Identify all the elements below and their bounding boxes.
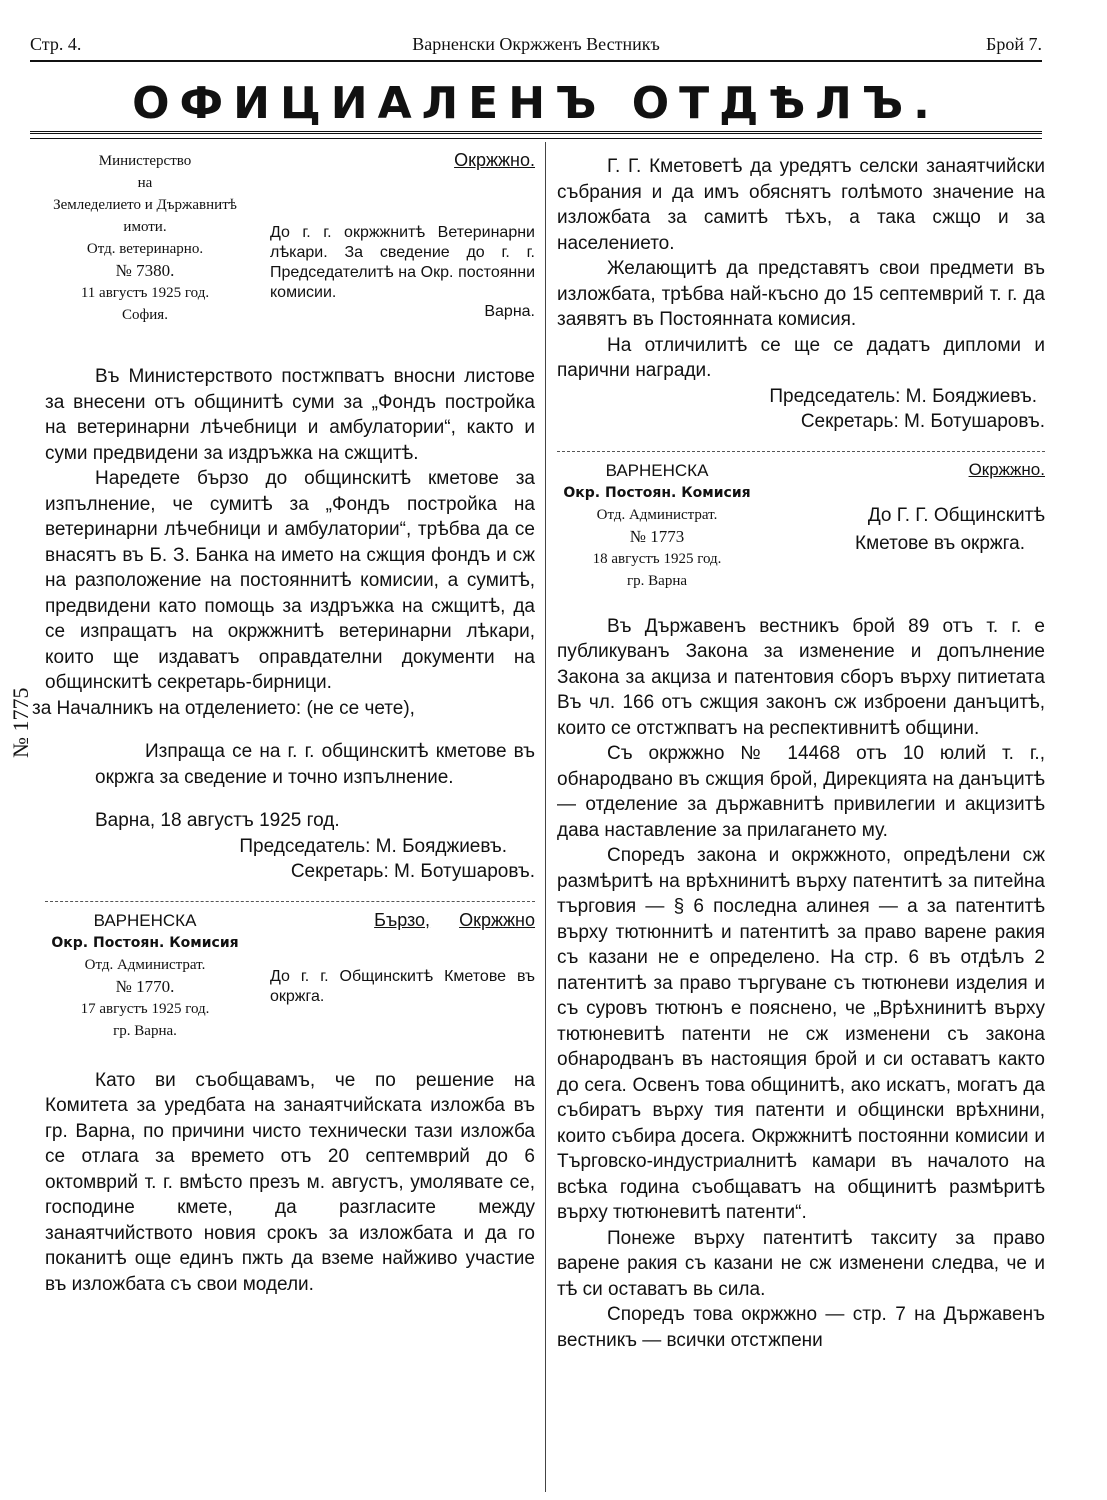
doc1-address: До г. г. окржжнитѣ Ветеринарни лѣкари. За сведение до г. г. Председателитѣ на Окр. постоянни комисии. [270,224,535,301]
doc3-issuer [557,460,757,592]
doc2-body [45,1068,535,1298]
newspaper-name: Варненски Окржженъ Вестникъ [412,34,660,54]
doc3-address-line: До Г. Г. Общинскитѣ [867,504,1045,526]
chief-signature: за Началникъ на отделението: (не се чете), [32,697,415,719]
issuer-line: Земледелието и Държавнитѣ имоти. [53,197,237,235]
doc1-secretary: Секретарь: М. Ботушаровъ. [290,861,535,882]
issuer-line: № 1770. [115,976,175,996]
paragraph: Г. Г. Кметоветѣ да уредятъ селски занаятчийски събрания и да имъ обяснятъ голѣмото значение на изложбата за самитѣ тѣхъ, а така сжщо и за населението. [557,156,1045,254]
paragraph: Наредете бързо до общинскитѣ кметове за изпълнение, че сумитѣ за „Фондъ постройка на ветеринарни лѣчебници и амбулатории“, трѣбва да се внасятъ въ Б. З. Банка на името на сжщия фондъ и сж на разположение на постояннитѣ комисии, а сумитѣ, предвидени като помощь за издръжка на сжщитѣ, да се изпращатъ на окржжнитѣ ветеринарни лѣкари, които ще издаватъ оправдателни документи на общинскитѣ секретарь-бирници. [45,468,535,693]
issuer-line: Отд. Администрат. [596,506,718,523]
issuer-line: 18 августъ 1925 год. [592,550,722,567]
doc2-body-continued [557,154,1045,435]
right-column [557,150,1045,1353]
issuer-line: № 7380. [115,261,175,280]
running-header [30,34,1042,62]
doc3-addressee [795,460,1045,558]
issuer-line: Окр. Постоян. Комисия [563,484,751,501]
doc1-type: Окржжно. [454,150,535,170]
urgent-label: Бързо, [374,909,431,930]
doc2-addressee [270,910,535,1007]
paragraph: Като ви съобщавамъ, че по решение на Комитета за уредбата на занаятчийската изложба въ гр. Варна, по причини чисто технически тази изложба се отлага за времето отъ 20 септемврий до 6 октомврий т. г. вмѣсто презъ м. августъ, умолявате се, господине кмете, да разгласите между занаятчийството новия срокъ за изложбата и да го поканитѣ още единъ пжть да вземе найживо участие въ изложбата съ свои модели. [45,1069,535,1295]
side-registration-number: № 1775 [8,687,33,758]
paragraph: На отличилитѣ се ще се дадатъ дипломи и парични награди. [557,334,1045,381]
doc3-body [557,614,1045,1354]
doc1-header [45,150,535,350]
issuer-line: Окр. Постоян. Комисия [51,934,239,951]
issuer-line: Отд. Администрат. [84,956,206,973]
paragraph: Споредъ закона и окржжното, опредѣлени сж размѣритѣ на врѣхнинитѣ върху патентитѣ за питейна търговия — § 6 последна алинея — а за патентитѣ върху тютюннитѣ и патентитѣ за право варене ракия съ казани не е определено. На стр. 6 въ отдѣлъ 2 патентитѣ за право търгуване съ тютюневи изделия и съ суровъ тютюнъ е пояснено, че „Врѣхнинитѣ върху тютюневитѣ патенти не сж изменени съ закона обнародванъ въ настоящия брой и си оставатъ както до сега. Освенъ това общинитѣ, ако искатъ, могатъ да събиратъ върху тия патенти и общински врѣхнини, които събира досега. Окржжнитѣ постоянни комисии и Търговско-индустриалнитѣ камари въ началото на всѣка година съобщаватъ на общинитѣ размѣритѣ върху тютюневитѣ патенти“. [557,845,1045,1223]
issuer-line: 11 августъ 1925 год. [80,285,210,301]
issuer-line: ВАРНЕНСКА [93,910,197,930]
doc1-date: Варна, 18 августъ 1925 год. [95,810,340,831]
issuer-line: ВАРНЕНСКА [605,460,709,480]
paragraph: Въ Министерството постжпватъ вносни листове за внесени отъ общинитѣ суми за „Фондъ постройка на ветеринарни лѣчебници и амбулатории“, както и суми предвидени за издръжка на сжщитѣ. [45,366,535,464]
doc2-type: Окржжно [459,909,535,930]
paragraph: Споредъ това окржжно — стр. 7 на Държавенъ вестникъ — всички отстжпени [557,1304,1045,1351]
doc1-issuer [45,150,245,326]
doc2-header [45,910,535,1060]
issuer-line: № 1773 [629,526,685,546]
paragraph: Понеже върху патентитѣ такситу за право варене ракия съ казани не сж изменени следва, че и тѣ си оставатъ вь сила. [557,1227,1045,1300]
separator [45,901,535,902]
doc2-secretary: Секретарь: М. Ботушаровъ. [800,411,1045,432]
paragraph: Въ Държавенъ вестникъ брой 89 отъ т. г. е публикуванъ Закона за изменение и допълнение Закона за акциза и патентовия сборъ върху питиетата Въ чл. 166 отъ сжщия законъ сж изброени данъцитѣ, които се отстжпватъ на респективнитѣ общини. [557,615,1045,739]
doc1-city: Варна. [484,303,535,320]
doc1-chairman: Председатель: М. Бояджиевъ. [239,835,507,857]
doc2-chairman: Председатель: М. Бояджиевъ. [769,385,1037,407]
doc1-addressee [270,150,535,321]
doc3-address-line: Кметове въ окржга. [855,532,1025,554]
doc2-issuer [45,910,245,1042]
doc3-header [557,460,1045,610]
left-column [32,150,535,1297]
issuer-line: гр. Варна [627,572,687,589]
doc2-address: До г. г. Общинскитѣ Кметове въ окржга. [270,967,535,1005]
title-rule [30,131,1042,139]
issuer-line: гр. Варна. [113,1022,177,1039]
doc3-type: Окржжно. [968,459,1045,479]
page-number: Стр. 4. [30,34,82,54]
issuer-line: на [137,175,153,191]
issuer-line: 17 августъ 1925 год. [80,1000,210,1017]
doc2-type-row [270,910,535,931]
issuer-line: Министерство [98,153,192,169]
doc1-body [32,364,535,885]
forward-note: Изпраща се на г. г. общинскитѣ кметове въ окржга за сведение и точно изпълнение. [95,741,535,788]
separator [557,451,1045,452]
issuer-line: София. [122,307,168,323]
paragraph: Съ окржжно № 14468 отъ 10 юлий т. г., обнародвано въ сжщия брой, Дирекцията на данъцитѣ — отделение за държавнитѣ привилегии и акцизитѣ дава наставление за прилагането му. [557,743,1045,841]
issue-number: Брой 7. [986,34,1042,54]
column-divider [545,142,546,1492]
header-rule [30,60,1042,62]
section-title: ОФИЦИАЛЕНЪ ОТДѢЛЪ. [132,78,940,129]
paragraph: Желающитѣ да представятъ свои предмети въ изложбата, трѣбва най-късно до 15 септемврий т. г. да заявятъ въ Постоянната комисия. [557,258,1045,330]
issuer-line: Отд. ветеринарно. [86,241,204,257]
